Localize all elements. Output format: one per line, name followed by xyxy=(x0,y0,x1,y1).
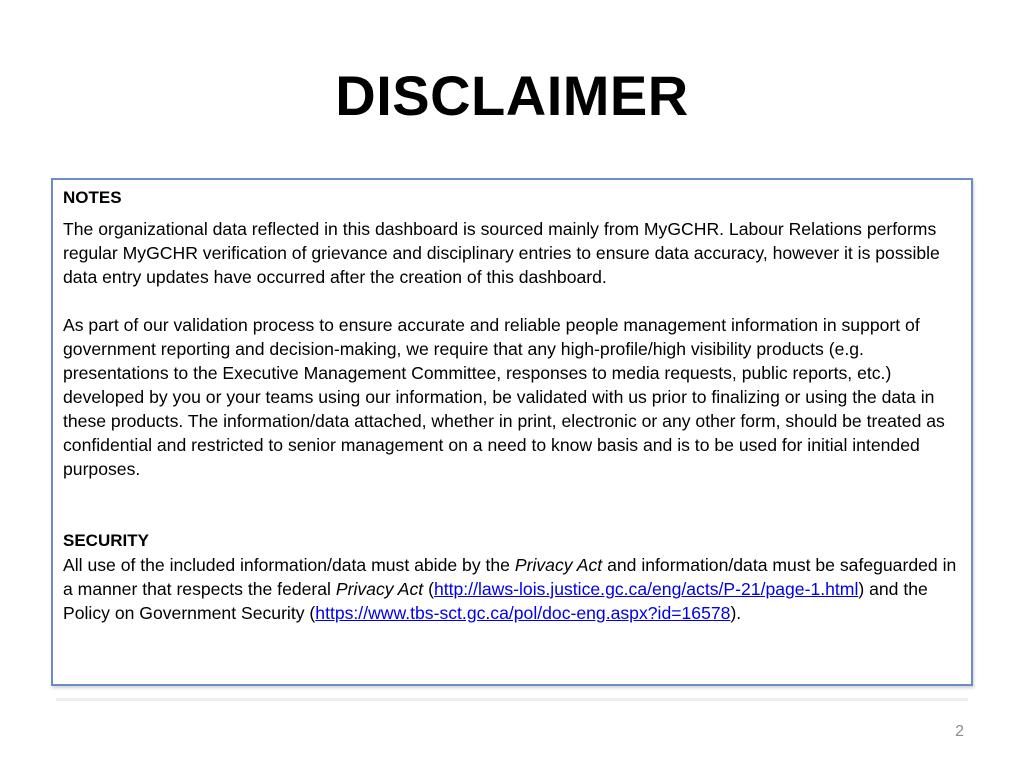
privacy-act-reference-1: Privacy Act xyxy=(514,555,603,575)
slide-title: DISCLAIMER xyxy=(335,64,689,127)
privacy-act-reference-2: Privacy Act xyxy=(335,579,424,599)
security-paragraph xyxy=(63,553,968,625)
security-text-3: ( xyxy=(423,579,434,599)
security-text-1: All use of the included information/data must abide by the xyxy=(63,555,515,575)
notes-paragraph-2: As part of our validation process to ensure accurate and reliable people management information in support of government reporting and decision-making, we require that any high-profile/high visibility products (e.g. presentations to the Executive Management Committee, responses to media requests, public reports, etc.) developed by you or your teams using our information, be validated with us prior to finalizing or using the data in these products. The information/data attached, whether in print, electronic or any other form, should be treated as confidential and restricted to senior management on a need to know basis and is to be used for initial intended purposes. xyxy=(63,315,945,479)
security-text-2: and information/data must be safeguarded in a manner that respects the federal xyxy=(63,555,957,599)
notes-heading: NOTES xyxy=(63,188,122,207)
security-heading: SECURITY xyxy=(63,531,149,550)
page-number: 2 xyxy=(955,723,964,740)
security-text-4: ) and the Policy on Government Security ( xyxy=(63,579,928,623)
footer-divider xyxy=(56,698,968,701)
disclaimer-content xyxy=(63,186,968,625)
disclaimer-box xyxy=(51,178,973,686)
government-security-policy-link[interactable]: https://www.tbs-sct.gc.ca/pol/doc-eng.aspx?id=16578 xyxy=(315,603,731,623)
security-text-5: ). xyxy=(730,603,742,623)
privacy-act-link[interactable]: http://laws-lois.justice.gc.ca/eng/acts/P-21/page-1.html xyxy=(433,579,859,599)
notes-paragraph-1: The organizational data reflected in this dashboard is sourced mainly from MyGCHR. Labour Relations performs regular MyGCHR verification of grievance and disciplinary entries to ensure data accuracy, however it is possible data entry updates have occurred after the creation of this dashboard. xyxy=(63,219,940,287)
